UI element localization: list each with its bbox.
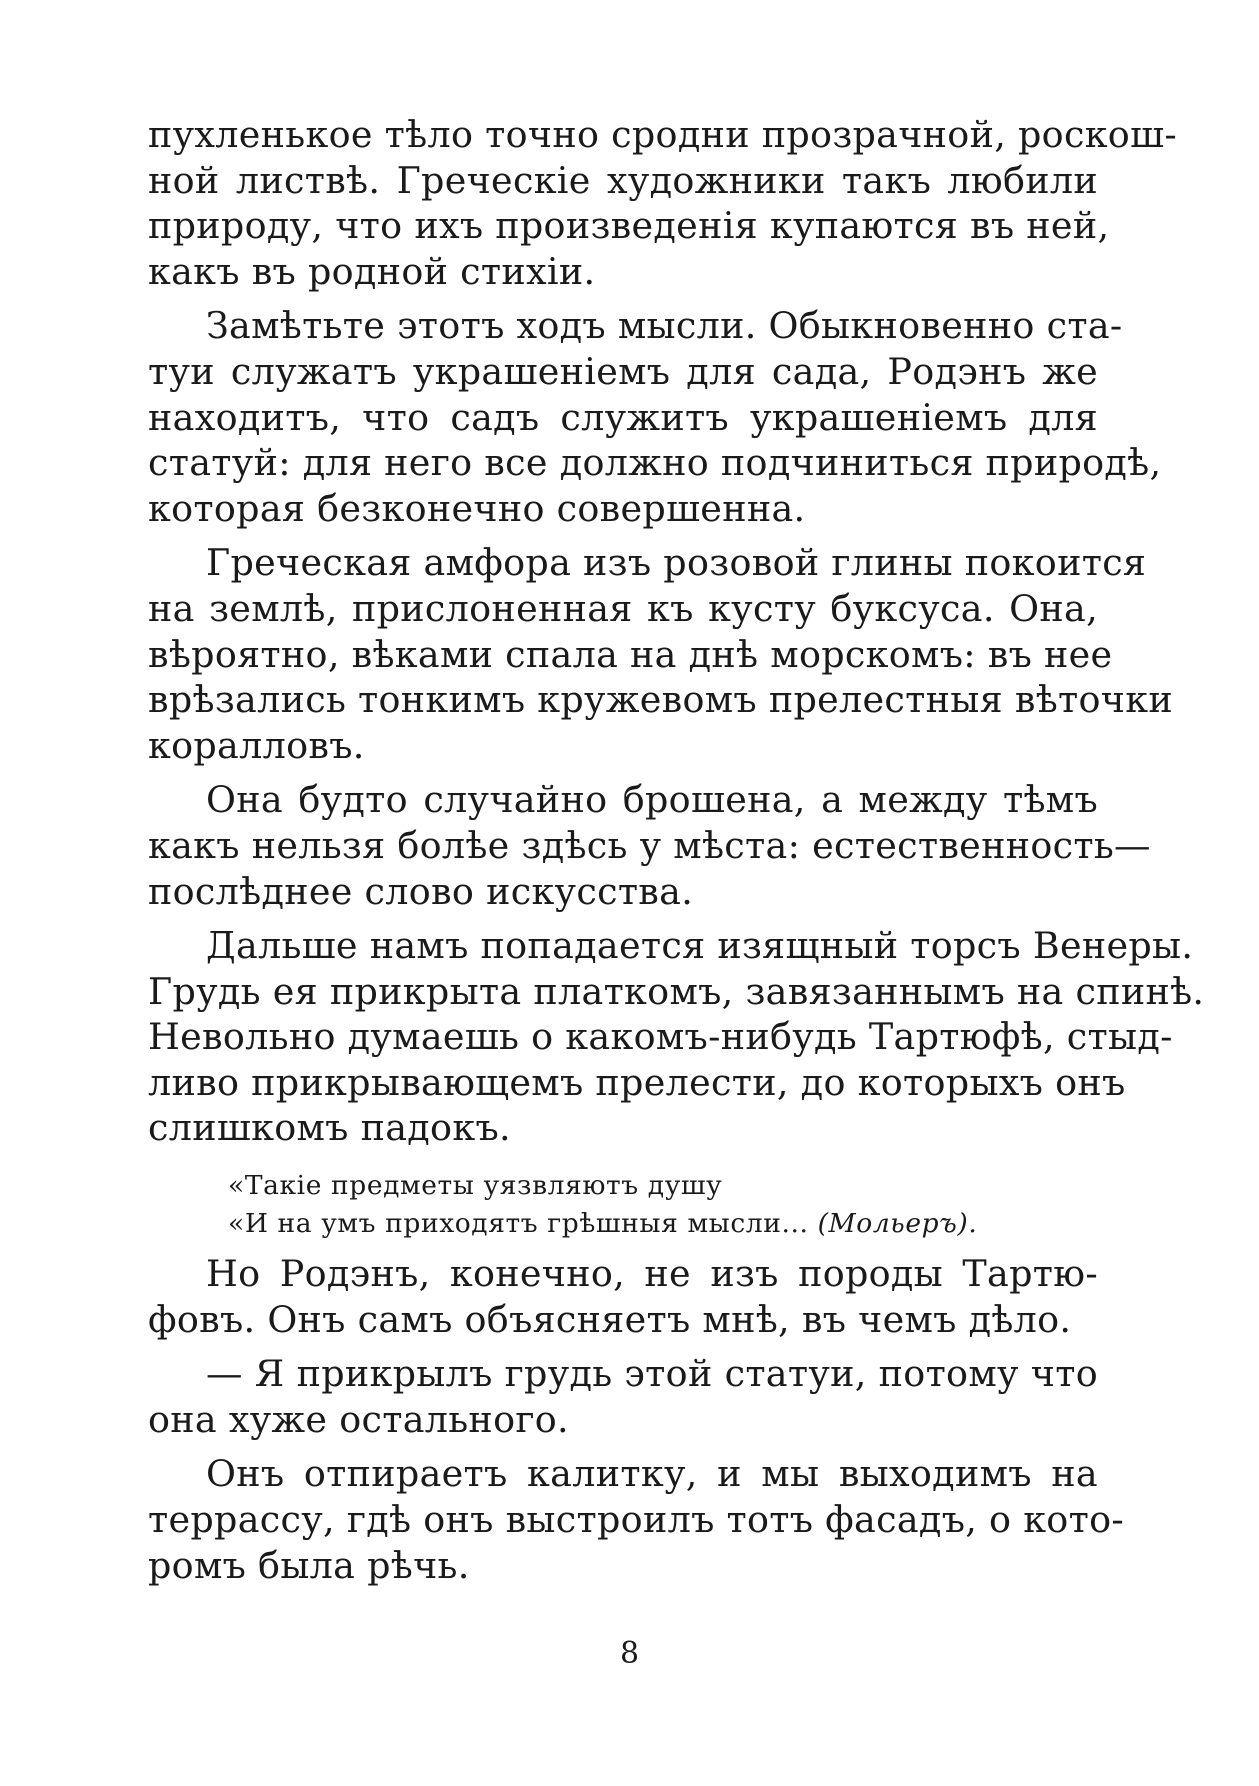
text-line: террассу, гдѣ онъ выстроилъ тотъ фасадъ, о кото- [148, 1498, 1124, 1542]
text-line: Онъ отпираетъ калитку, и мы выходимъ на [206, 1452, 1098, 1496]
text-line: Грудь ея прикрыта платкомъ, завязаннымъ на спинѣ. [148, 969, 1205, 1013]
text-line: Но Родэнъ, конечно, не изъ породы Тартю- [206, 1252, 1098, 1296]
text-line: ной листвѣ. Греческіе художники такъ любили [148, 158, 1098, 202]
text-line: ромъ была рѣчь. [148, 1543, 470, 1587]
text-line: Невольно думаешь о какомъ-нибудь Тартюфѣ, стыд- [148, 1015, 1173, 1059]
text-line: вѣроятно, вѣками спала на днѣ морскомъ: въ нее [148, 632, 1113, 676]
text-line: послѣднее слово искусства. [148, 869, 694, 913]
text-line: она хуже остального. [148, 1397, 569, 1441]
text-line: Греческая амфора изъ розовой глины покоится [206, 541, 1147, 585]
text-line: слишкомъ падокъ. [148, 1106, 511, 1150]
page-number: 8 [619, 1636, 640, 1671]
text-line: на землѣ, прислоненная къ кусту буксуса. Она, [148, 586, 1098, 630]
text-line: Она будто случайно брошена, а между тѣмъ [206, 778, 1098, 822]
text-line: коралловъ. [148, 723, 365, 767]
text-line: статуй: для него все должно подчиниться природѣ, [148, 441, 1162, 485]
page-body [148, 112, 1205, 1588]
quote-attribution: (Мольеръ). [817, 1208, 978, 1240]
quote-text: «И на умъ приходятъ грѣшныя мысли... [228, 1208, 809, 1240]
quote-line [148, 1205, 1098, 1243]
text-line: ливо прикрывающемъ прелести, до которыхъ онъ [148, 1060, 1126, 1104]
text-line: какъ въ родной стихіи. [148, 249, 596, 293]
text-line: Замѣтьте этотъ ходъ мысли. Обыкновенно ста- [206, 304, 1123, 348]
text-line: пухленькое тѣло точно сродни прозрачной, роскош- [148, 113, 1177, 156]
text-line: туи служатъ украшеніемъ для сада, Родэнъ же [148, 349, 1098, 393]
text-line: Дальше намъ попадается изящный торсъ Венеры. [206, 924, 1194, 968]
text-line: находитъ, что садъ служитъ украшеніемъ для [148, 395, 1098, 439]
quote-line: «Такіе предметы уязвляютъ душу [228, 1170, 723, 1202]
text-line: фовъ. Онъ самъ объясняетъ мнѣ, въ чемъ дѣло. [148, 1297, 1072, 1341]
text-line: которая безконечно совершенна. [148, 486, 806, 530]
text-line: природу, что ихъ произведенія купаются въ ней, [148, 204, 1110, 248]
text-line: врѣзались тонкимъ кружевомъ прелестныя вѣточки [148, 678, 1173, 722]
text-line: — Я прикрылъ грудь этой статуи, потому что [206, 1352, 1098, 1396]
text-line: какъ нельзя болѣе здѣсь у мѣста: естественность— [148, 823, 1151, 867]
